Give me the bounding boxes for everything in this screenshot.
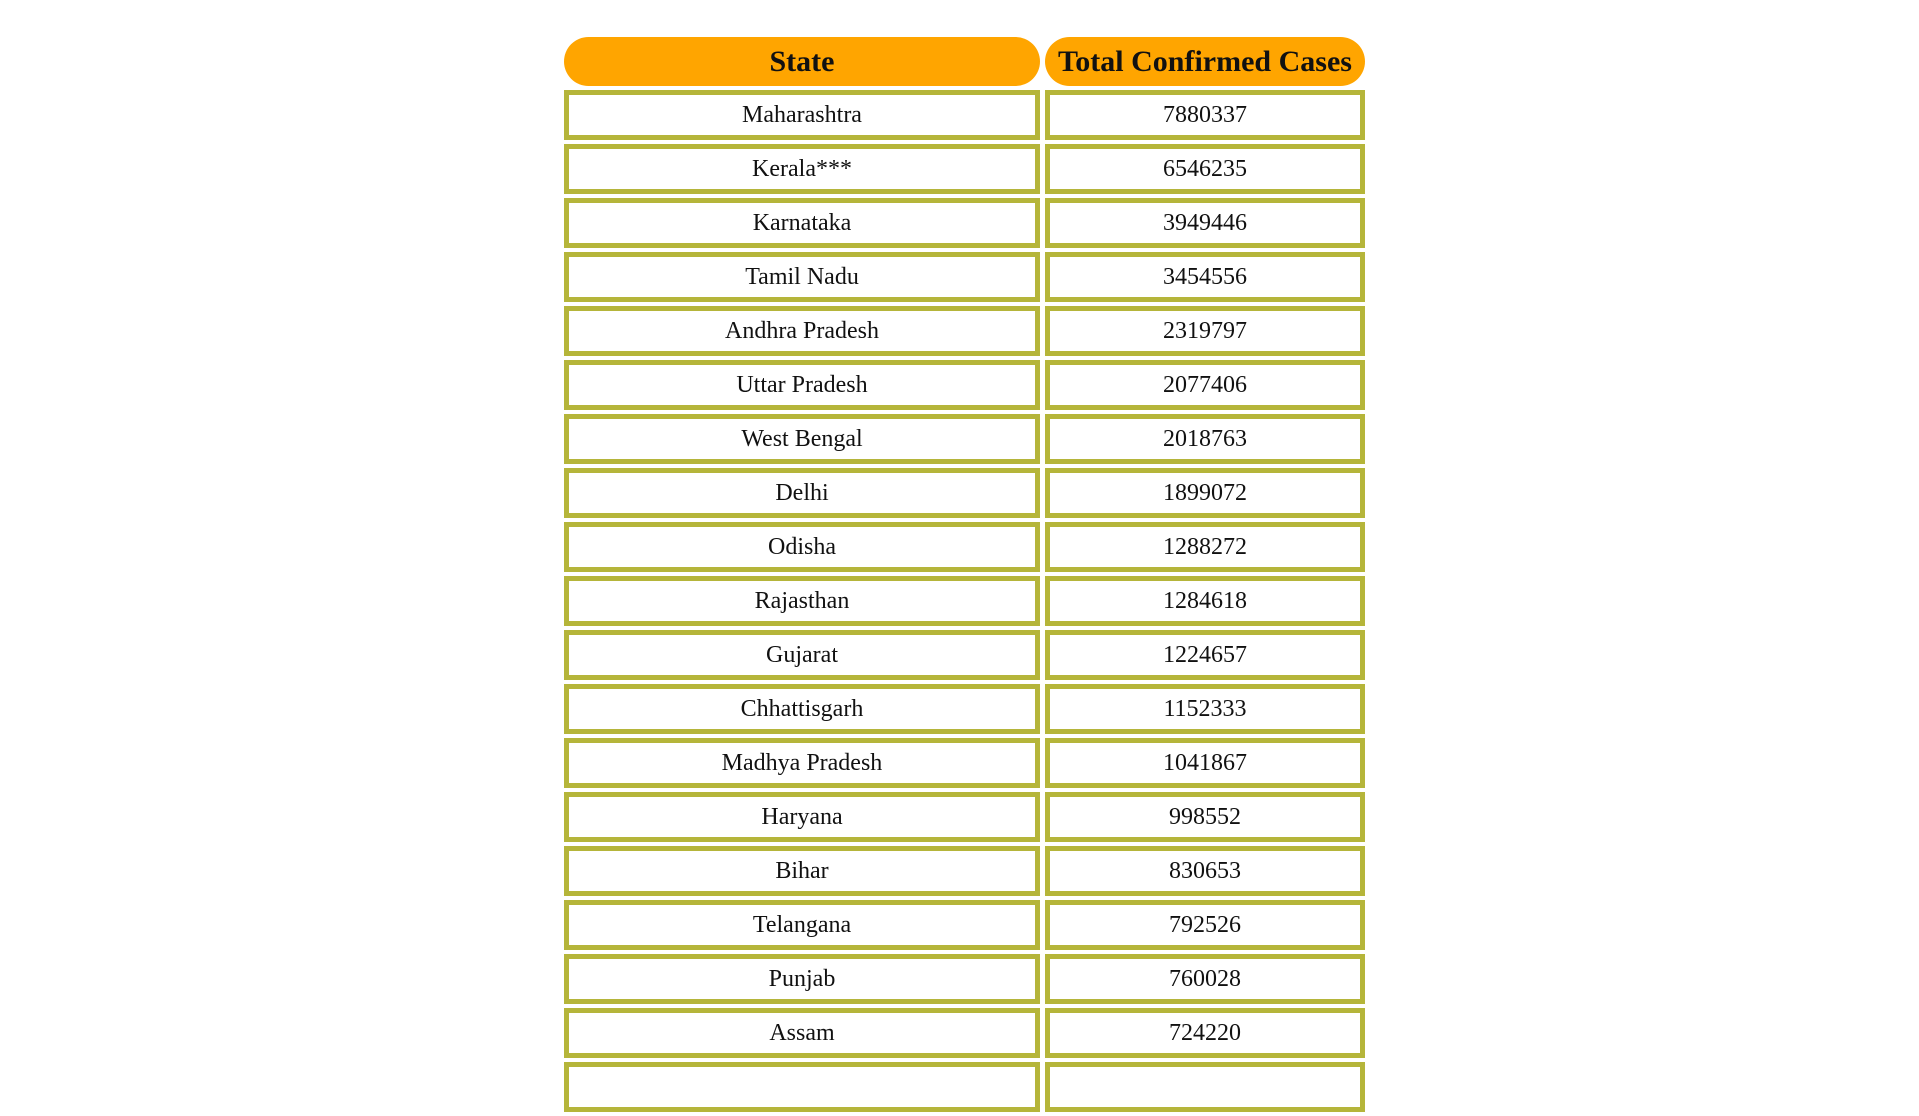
table-row (564, 1062, 1365, 1112)
state-cell: Chhattisgarh (564, 684, 1040, 734)
state-cell: Maharashtra (564, 90, 1040, 140)
table-row (564, 630, 1365, 680)
table-row (564, 252, 1365, 302)
cases-cell: 1041867 (1045, 738, 1365, 788)
state-cell: Telangana (564, 900, 1040, 950)
table-row (564, 468, 1365, 518)
cases-cell: 830653 (1045, 846, 1365, 896)
state-cell: Karnataka (564, 198, 1040, 248)
table-row (564, 846, 1365, 896)
state-cases-table (559, 33, 1370, 1116)
cases-table-container (564, 37, 1365, 1112)
state-cell: Andhra Pradesh (564, 306, 1040, 356)
cases-cell: 998552 (1045, 792, 1365, 842)
cases-cell (1045, 1062, 1365, 1112)
cases-cell: 1224657 (1045, 630, 1365, 680)
state-cell: Bihar (564, 846, 1040, 896)
header-total-confirmed-cases: Total Confirmed Cases (1045, 37, 1365, 86)
table-body (564, 90, 1365, 1112)
state-cell: Haryana (564, 792, 1040, 842)
table-row (564, 198, 1365, 248)
cases-cell: 792526 (1045, 900, 1365, 950)
cases-cell: 3454556 (1045, 252, 1365, 302)
table-row (564, 414, 1365, 464)
table-row (564, 900, 1365, 950)
cases-cell: 2018763 (1045, 414, 1365, 464)
cases-cell: 1152333 (1045, 684, 1365, 734)
table-row (564, 576, 1365, 626)
header-row (564, 37, 1365, 86)
state-cell (564, 1062, 1040, 1112)
cases-cell: 1284618 (1045, 576, 1365, 626)
table-row (564, 792, 1365, 842)
state-cell: Tamil Nadu (564, 252, 1040, 302)
state-cell: Uttar Pradesh (564, 360, 1040, 410)
state-cell: Assam (564, 1008, 1040, 1058)
table-row (564, 1008, 1365, 1058)
cases-cell: 2077406 (1045, 360, 1365, 410)
state-cell: Gujarat (564, 630, 1040, 680)
cases-cell: 724220 (1045, 1008, 1365, 1058)
table-row (564, 306, 1365, 356)
cases-cell: 760028 (1045, 954, 1365, 1004)
table-row (564, 360, 1365, 410)
table-row (564, 738, 1365, 788)
table-row (564, 90, 1365, 140)
state-cell: Madhya Pradesh (564, 738, 1040, 788)
cases-cell: 3949446 (1045, 198, 1365, 248)
table-row (564, 954, 1365, 1004)
table-row (564, 522, 1365, 572)
cases-cell: 1288272 (1045, 522, 1365, 572)
state-cell: Punjab (564, 954, 1040, 1004)
table-row (564, 144, 1365, 194)
cases-cell: 2319797 (1045, 306, 1365, 356)
state-cell: Rajasthan (564, 576, 1040, 626)
state-cell: Kerala*** (564, 144, 1040, 194)
cases-cell: 7880337 (1045, 90, 1365, 140)
state-cell: Odisha (564, 522, 1040, 572)
table-row (564, 684, 1365, 734)
state-cell: Delhi (564, 468, 1040, 518)
header-state: State (564, 37, 1040, 86)
cases-cell: 6546235 (1045, 144, 1365, 194)
cases-cell: 1899072 (1045, 468, 1365, 518)
state-cell: West Bengal (564, 414, 1040, 464)
